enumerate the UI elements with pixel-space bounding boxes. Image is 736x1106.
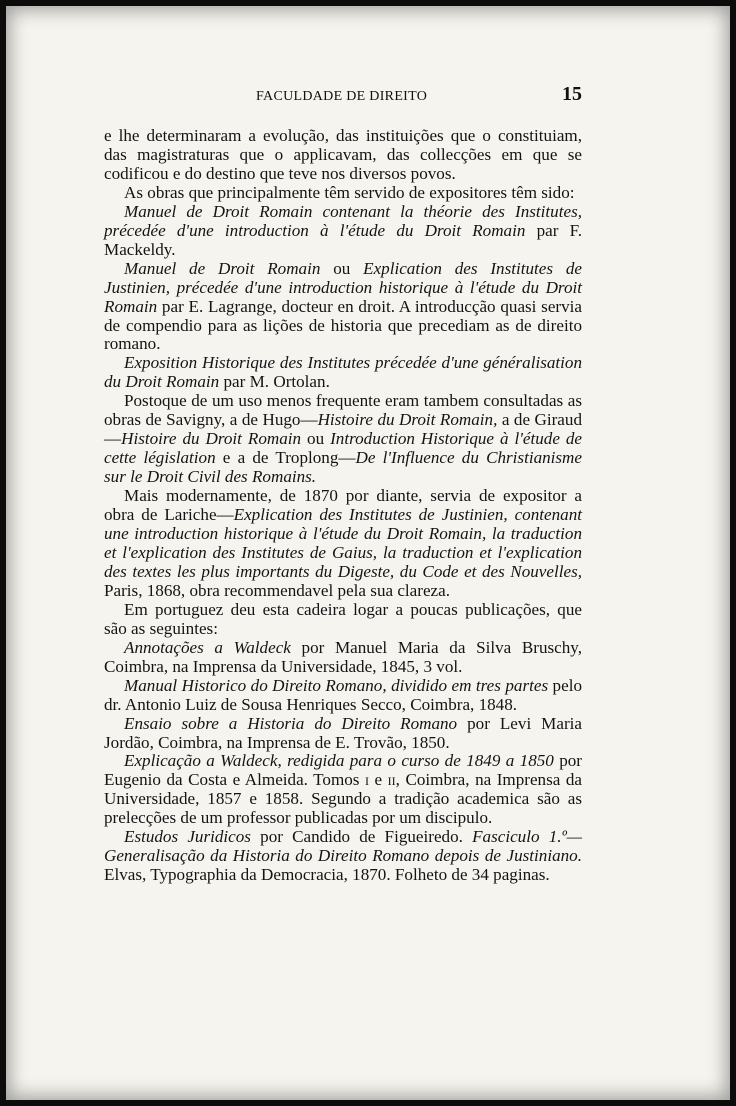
paragraph: [104, 677, 582, 715]
text-run: e: [368, 770, 388, 790]
text-run: par M. Ortolan.: [219, 372, 330, 392]
paragraph: [104, 260, 582, 355]
italic-text-run: Exposition Historique des Institutes précedée d'une généralisation du Droit Romain: [104, 353, 582, 392]
text-run: pelo dr. Antonio Luiz de Sousa Henriques Secco, Coimbra, 1848.: [104, 675, 582, 714]
paragraph: [104, 392, 582, 487]
italic-text-run: Manuel de Droit Romain contenant la théorie des Institutes, précedée d'une introduction à l'étude du Droit Romain: [104, 201, 582, 240]
text-run: As obras que principalmente têm servido de expositores têm sido:: [124, 182, 575, 202]
paragraph: [104, 715, 582, 753]
text-run: Mais modernamente, de 1870 por diante, servia de expositor a obra de Lariche—: [104, 486, 582, 525]
italic-text-run: De l'Influence du Christianisme sur le Droit Civil des Romains.: [104, 448, 582, 487]
text-run: por Manuel Maria da Silva Bruschy, Coimbra, na Imprensa da Universidade, 1845, 3 vol.: [104, 637, 582, 676]
italic-text-run: Histoire du Droit Romain,: [317, 410, 498, 430]
paragraph: [104, 752, 582, 828]
text-run: i: [364, 770, 369, 790]
paragraph: [104, 828, 582, 885]
paragraph: [104, 487, 582, 601]
text-run: ou: [320, 258, 364, 278]
text-run: , Coimbra, na Imprensa da Universidade, 1857 e 1858. Segundo a tradição academica são as prelecções de um professor publicadas por um discipulo.: [104, 770, 582, 828]
italic-text-run: Introduction Historique à l'étude de cette législation: [104, 429, 582, 468]
italic-text-run: Fasciculo 1.º—Generalisação da Historia do Direito Romano depois de Justiniano.: [104, 827, 583, 866]
page-number: 15: [562, 83, 582, 105]
body-text: [104, 127, 582, 885]
text-run: ii: [387, 770, 396, 790]
text-run: por Levi Maria Jordão, Coimbra, na Imprensa de E. Trovão, 1850.: [104, 713, 582, 752]
italic-text-run: Manuel de Droit Romain: [124, 258, 321, 278]
paragraph: [104, 601, 582, 639]
italic-text-run: Explicação a Waldeck, redigida para o curso de 1849 a 1850: [124, 751, 554, 771]
italic-text-run: Estudos Juridicos: [124, 827, 251, 847]
text-run: ou: [301, 429, 331, 449]
text-run: por Candido de Figueiredo.: [250, 827, 473, 847]
italic-text-run: Ensaio sobre a Historia do Direito Romano: [124, 713, 458, 733]
text-run: por Eugenio da Costa e Almeida. Tomos: [104, 751, 582, 790]
text-run: Em portuguez deu esta cadeira logar a poucas publicações, que são as seguintes:: [104, 599, 582, 638]
text-run: Postoque de um uso menos frequente eram tambem consultadas as obras de Savigny, a de Hugo—: [104, 391, 582, 430]
italic-text-run: Manual Historico do Direito Romano, dividido em tres partes: [124, 675, 549, 695]
text-run: Paris, 1868, obra recommendavel pela sua clareza.: [104, 580, 450, 600]
text-run: a de Giraud—: [104, 410, 582, 449]
paragraph: [104, 354, 582, 392]
paragraph: [104, 127, 582, 184]
italic-text-run: Explication des Institutes de Justinien, contenant une introduction historique à l'étude du Droit Romain, la traduction et l'explication des Institutes de Gaius, la traduction et l'explication des textes les plus importants du Digeste, du Code et des Nouvelles,: [104, 505, 582, 581]
text-run: e lhe determinaram a evolução, das instituições que o constituiam, das magistraturas que o applicavam, das collecções em que se codificou e do destino que teve nos diversos povos.: [104, 126, 582, 183]
paragraph: [104, 639, 582, 677]
italic-text-run: Annotações a Waldeck: [124, 637, 291, 657]
text-run: Elvas, Typographia da Democracia, 1870. Folheto de 34 paginas.: [104, 865, 550, 885]
paragraph: [104, 203, 582, 260]
italic-text-run: Histoire du Droit Romain: [121, 429, 302, 449]
text-run: par F. Mackeldy.: [104, 220, 582, 259]
paragraph: [104, 184, 582, 203]
page-header: [104, 83, 582, 110]
text-run: par E. Lagrange, docteur en droit. A introducção quasi servia de compendio para as lições de historia que precediam as de direito romano.: [104, 296, 582, 354]
italic-text-run: Explication des Institutes de Justinien, précedée d'une introduction historique à l'étude du Droit Romain: [104, 258, 582, 316]
text-run: e a de Troplong—: [215, 448, 356, 468]
running-head: FACULDADE DE DIREITO: [256, 89, 428, 104]
